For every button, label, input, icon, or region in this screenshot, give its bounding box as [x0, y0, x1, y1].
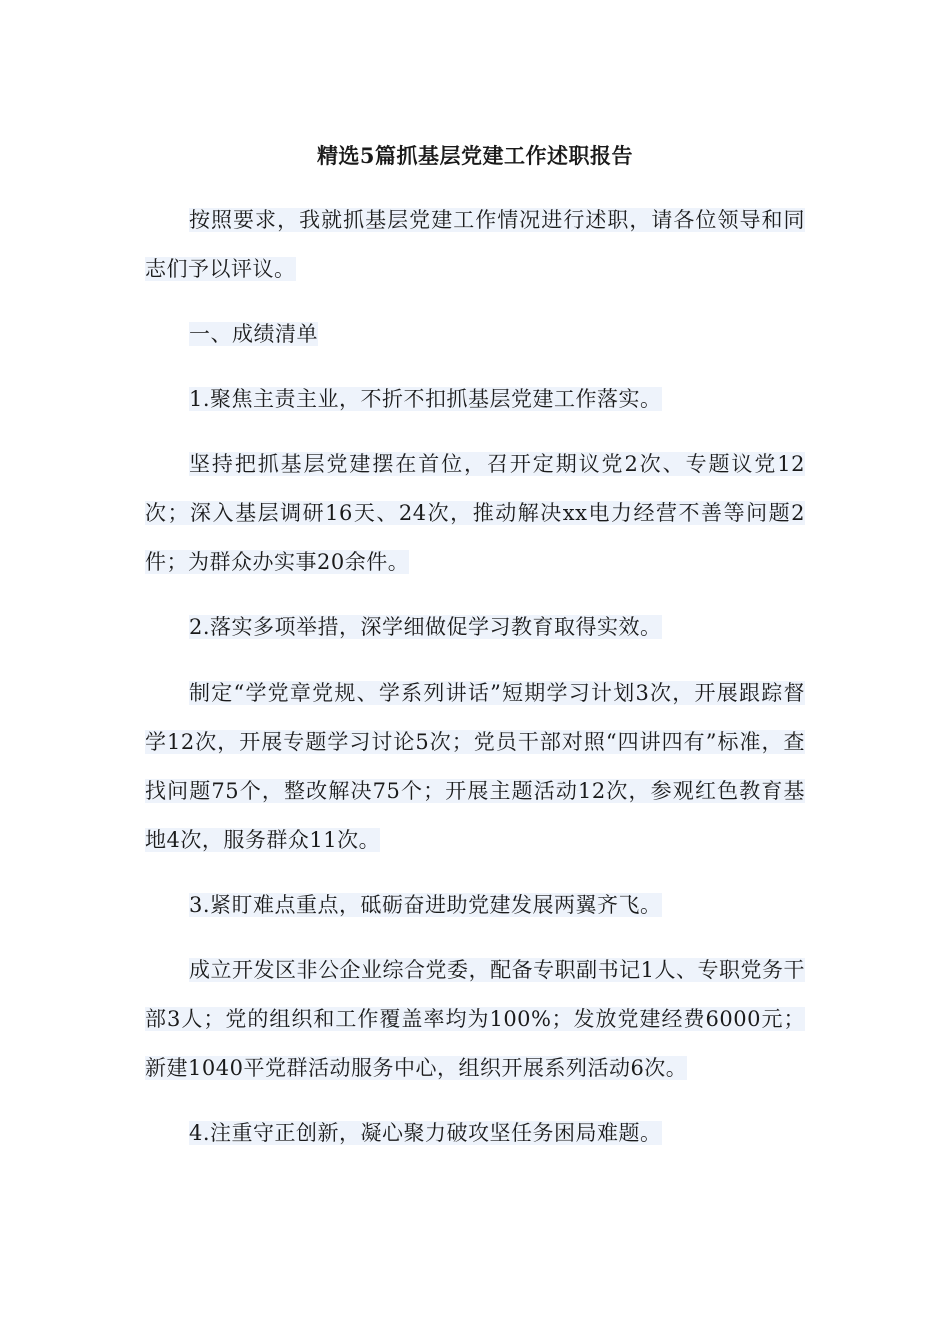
section-heading-text: 一、成绩清单: [189, 322, 318, 346]
item-heading-2-text: 2.落实多项举措，深学细做促学习教育取得实效。: [189, 615, 662, 639]
item-body-3-text: 成立开发区非公企业综合党委，配备专职副书记1人、专职党务干部3人；党的组织和工作覆盖率均为100%；发放党建经费6000元；新建1040平党群活动服务中心，组织开展系列活动6次。: [145, 958, 805, 1080]
item-heading-1: [145, 375, 805, 424]
document-title: 精选5篇抓基层党建工作述职报告: [316, 143, 634, 168]
item-body-1-text: 坚持把抓基层党建摆在首位，召开定期议党2次、专题议党12次；深入基层调研16天、24次，推动解决xx电力经营不善等问题2件；为群众办实事20余件。: [145, 452, 805, 574]
item-heading-3-text: 3.紧盯难点重点，砥砺奋进助党建发展两翼齐飞。: [189, 893, 662, 917]
paragraph-intro: [145, 196, 805, 294]
item-body-1: [145, 440, 805, 587]
paragraph-intro-text: 按照要求，我就抓基层党建工作情况进行述职，请各位领导和同志们予以评议。: [145, 208, 805, 281]
section-heading-achievements: [145, 310, 805, 359]
item-heading-4-text: 4.注重守正创新，凝心聚力破攻坚任务困局难题。: [189, 1121, 662, 1145]
item-heading-1-text: 1.聚焦主责主业，不折不扣抓基层党建工作落实。: [189, 387, 662, 411]
item-heading-3: [145, 881, 805, 930]
item-heading-2: [145, 603, 805, 652]
item-body-3: [145, 946, 805, 1093]
item-heading-4: [145, 1109, 805, 1158]
item-body-2-text: 制定“学党章党规、学系列讲话”短期学习计划3次，开展跟踪督学12次，开展专题学习讨论5次；党员干部对照“四讲四有”标准，查找问题75个，整改解决75个；开展主题活动12次，参观红色教育基地4次，服务群众11次。: [145, 681, 805, 852]
item-body-2: [145, 669, 805, 865]
